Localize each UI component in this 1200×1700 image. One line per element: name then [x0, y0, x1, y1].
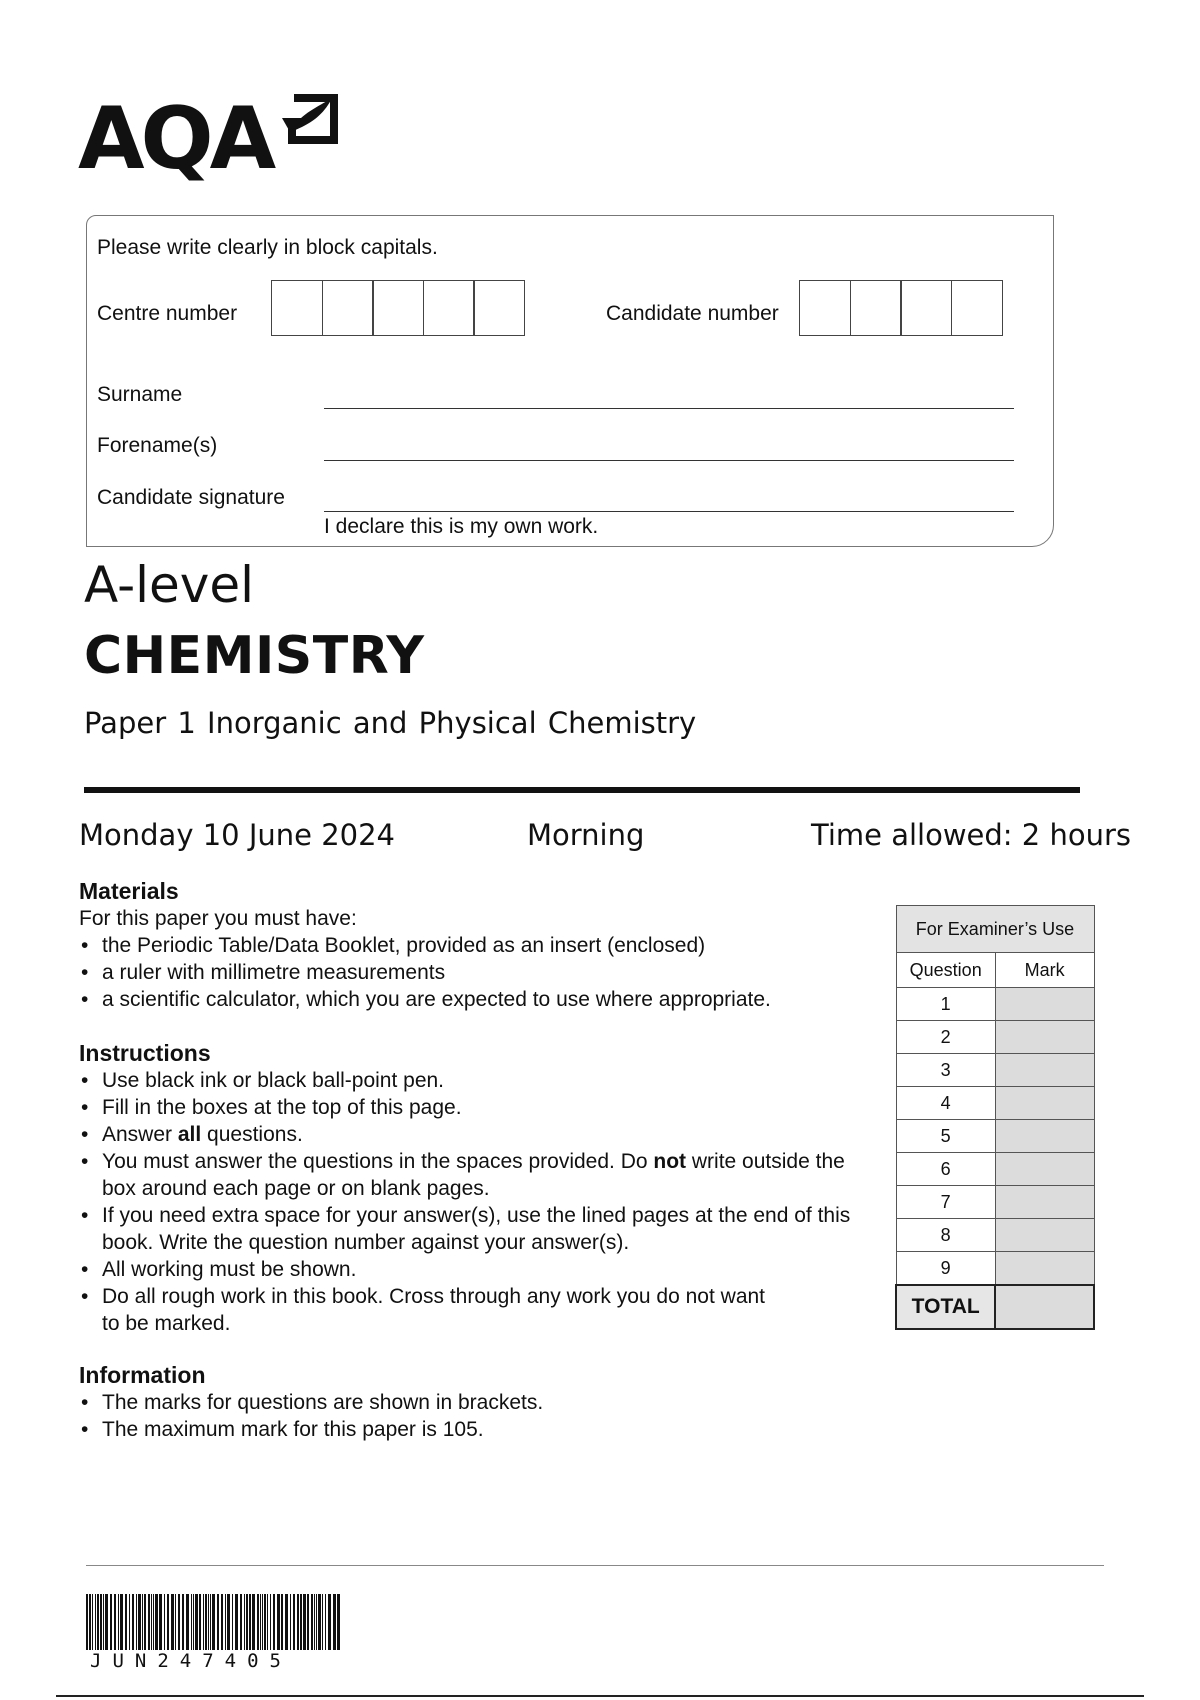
table-row: 4: [896, 1087, 1094, 1120]
materials-section: [79, 878, 879, 1013]
barcode-bar: [195, 1594, 198, 1650]
barcode-bar: [164, 1594, 165, 1650]
barcode-bar: [155, 1594, 158, 1650]
barcode-bar: [175, 1594, 176, 1650]
centre-number-label: Centre number: [97, 302, 238, 325]
barcode-bar: [318, 1594, 321, 1650]
candidate-digit-box[interactable]: [850, 280, 902, 336]
centre-digit-box[interactable]: [423, 280, 475, 336]
barcode-bar: [212, 1594, 215, 1650]
signature-label: Candidate signature: [97, 486, 285, 509]
aqa-logo-mark-icon: [282, 92, 340, 150]
barcode-bar: [257, 1594, 259, 1650]
table-row: 1: [896, 988, 1094, 1021]
instructions-list: [79, 1067, 869, 1337]
materials-heading: Materials: [79, 878, 179, 904]
information-list: [79, 1389, 879, 1443]
barcode-bar: [118, 1594, 119, 1650]
barcode-bar: [262, 1594, 263, 1650]
barcode-bar: [285, 1594, 288, 1650]
exam-session: Morning: [527, 818, 645, 852]
mark-cell: [995, 1252, 1094, 1286]
candidate-number-label: Candidate number: [606, 302, 779, 325]
list-item: • the Periodic Table/Data Booklet, provided as an insert (enclosed): [79, 932, 879, 959]
barcode-bar: [232, 1594, 233, 1650]
list-item: • The maximum mark for this paper is 105.: [79, 1416, 879, 1443]
barcode-bar: [205, 1594, 207, 1650]
centre-digit-box[interactable]: [473, 280, 525, 336]
barcode-bar: [293, 1594, 295, 1650]
barcode-bar: [92, 1594, 93, 1650]
barcode-bar: [182, 1594, 184, 1650]
candidate-number-boxes[interactable]: [799, 280, 1003, 336]
barcode-bar: [249, 1594, 251, 1650]
list-item: • All working must be shown.: [79, 1256, 869, 1283]
materials-list: [79, 932, 879, 1013]
barcode-bar: [100, 1594, 102, 1650]
barcode-bar: [103, 1594, 104, 1650]
barcode-bar: [151, 1594, 152, 1650]
information-heading: Information: [79, 1362, 206, 1388]
mark-column-header: Mark: [995, 953, 1094, 988]
table-row: 3: [896, 1054, 1094, 1087]
title-divider: [84, 787, 1080, 793]
list-item: • Fill in the boxes at the top of this page.: [79, 1094, 869, 1121]
barcode-bar: [240, 1594, 242, 1650]
barcode-bar: [114, 1594, 116, 1650]
barcode-bar: [267, 1594, 268, 1650]
barcode-bar: [193, 1594, 194, 1650]
mark-cell: [995, 988, 1094, 1021]
barcode-bar: [322, 1594, 323, 1650]
barcode-bar: [89, 1594, 91, 1650]
total-label: TOTAL: [896, 1285, 995, 1329]
materials-intro: For this paper you must have:: [79, 907, 357, 930]
mark-cell: [995, 1153, 1094, 1186]
barcode-bar: [95, 1594, 96, 1650]
information-section: [79, 1362, 879, 1443]
barcode-bar: [252, 1594, 255, 1650]
aqa-logo: AQA: [78, 89, 273, 189]
time-allowed: Time allowed: 2 hours: [811, 818, 1131, 852]
total-row: [896, 1285, 1094, 1329]
barcode-bar: [264, 1594, 266, 1650]
barcode-bar: [153, 1594, 154, 1650]
barcode-bar: [333, 1594, 336, 1650]
examiner-use-table: [895, 905, 1095, 1330]
barcode-bar: [159, 1594, 162, 1650]
barcode-bar: [210, 1594, 211, 1650]
barcode-bar: [142, 1594, 143, 1650]
mark-cell: [995, 1120, 1094, 1153]
barcode-bar: [105, 1594, 108, 1650]
table-row: 5: [896, 1120, 1094, 1153]
centre-digit-box[interactable]: [271, 280, 323, 336]
table-row: 8: [896, 1219, 1094, 1252]
total-mark-cell: [995, 1285, 1094, 1329]
examiner-table-heading: For Examiner’s Use: [896, 906, 1094, 953]
barcode-bar: [110, 1594, 112, 1650]
table-row: 2: [896, 1021, 1094, 1054]
barcode-bar: [311, 1594, 313, 1650]
barcode-bar: [186, 1594, 189, 1650]
barcode-bar: [225, 1594, 226, 1650]
barcode-bar: [328, 1594, 331, 1650]
barcode-bar: [300, 1594, 302, 1650]
barcode-bar: [136, 1594, 137, 1650]
subject-title: CHEMISTRY: [84, 626, 425, 686]
mark-cell: [995, 1186, 1094, 1219]
list-item: • Do all rough work in this book. Cross through any work you do not want to be marked.: [79, 1283, 782, 1337]
forename-label: Forename(s): [97, 434, 218, 457]
table-row: 6: [896, 1153, 1094, 1186]
list-item: • If you need extra space for your answer(s), use the lined pages at the end of this book. Write the question number against your answer(s).: [79, 1202, 869, 1256]
barcode-bar: [246, 1594, 248, 1650]
barcode-bar: [125, 1594, 127, 1650]
paper-title: Paper 1 Inorganic and Physical Chemistry: [84, 706, 697, 740]
mark-cell: [995, 1087, 1094, 1120]
candidate-digit-box[interactable]: [900, 280, 952, 336]
footer-divider: [86, 1565, 1104, 1566]
barcode-bar: [307, 1594, 309, 1650]
table-row: 9: [896, 1252, 1094, 1286]
barcode-bar: [303, 1594, 306, 1650]
barcode-bar: [138, 1594, 141, 1650]
barcode-bar: [208, 1594, 209, 1650]
barcode-bar: [235, 1594, 238, 1650]
barcode-bar: [144, 1594, 146, 1650]
barcode-bar: [171, 1594, 174, 1650]
list-item: • You must answer the questions in the spaces provided. Do not write outside the box around each page or on blank pages.: [79, 1148, 869, 1202]
barcode-bar: [316, 1594, 317, 1650]
barcode-bar: [178, 1594, 180, 1650]
exam-date: Monday 10 June 2024: [79, 818, 395, 852]
barcode-bar: [167, 1594, 169, 1650]
barcode-icon: [86, 1594, 344, 1650]
centre-digit-box[interactable]: [372, 280, 424, 336]
forename-field[interactable]: [324, 460, 1014, 461]
barcode-bar: [260, 1594, 261, 1650]
barcode-bar: [191, 1594, 192, 1650]
barcode-bar: [337, 1594, 340, 1650]
barcode-number: JUN247405: [90, 1650, 292, 1672]
mark-cell: [995, 1054, 1094, 1087]
barcode-bar: [217, 1594, 219, 1650]
qualification-level: A-level: [84, 556, 255, 614]
barcode-bar: [270, 1594, 271, 1650]
barcode-bar: [325, 1594, 326, 1650]
surname-label: Surname: [97, 383, 183, 406]
list-item: • a scientific calculator, which you are expected to use where appropriate.: [79, 986, 879, 1013]
mark-cell: [995, 1021, 1094, 1054]
barcode-bar: [199, 1594, 201, 1650]
barcode-bar: [86, 1594, 88, 1650]
barcode-bar: [148, 1594, 150, 1650]
table-row: 7: [896, 1186, 1094, 1219]
question-column-header: Question: [896, 953, 995, 988]
barcode-bar: [244, 1594, 245, 1650]
list-item: • a ruler with millimetre measurements: [79, 959, 879, 986]
signature-field[interactable]: [324, 511, 1014, 512]
centre-number-boxes[interactable]: [271, 280, 525, 336]
centre-digit-box[interactable]: [322, 280, 374, 336]
barcode-bar: [290, 1594, 291, 1650]
barcode-bar: [132, 1594, 134, 1650]
barcode-bar: [281, 1594, 283, 1650]
barcode-bar: [221, 1594, 223, 1650]
page-bottom-rule: [56, 1695, 1144, 1697]
barcode-bar: [97, 1594, 99, 1650]
list-item: • The marks for questions are shown in brackets.: [79, 1389, 879, 1416]
declaration-text: I declare this is my own work.: [324, 515, 599, 538]
mark-cell: [995, 1219, 1094, 1252]
candidate-digit-box[interactable]: [951, 280, 1003, 336]
instructions-section: [79, 1040, 869, 1337]
barcode-bar: [129, 1594, 130, 1650]
barcode-bar: [203, 1594, 204, 1650]
candidate-digit-box[interactable]: [799, 280, 851, 336]
surname-field[interactable]: [324, 408, 1014, 409]
barcode-bar: [273, 1594, 275, 1650]
barcode-bar: [314, 1594, 315, 1650]
barcode-bar: [277, 1594, 280, 1650]
list-item: • Answer all questions.: [79, 1121, 869, 1148]
instructions-heading: Instructions: [79, 1040, 211, 1066]
barcode-bar: [227, 1594, 230, 1650]
block-capitals-instruction: Please write clearly in block capitals.: [97, 236, 438, 259]
barcode-bar: [120, 1594, 123, 1650]
barcode-bar: [297, 1594, 299, 1650]
list-item: • Use black ink or black ball-point pen.: [79, 1067, 869, 1094]
